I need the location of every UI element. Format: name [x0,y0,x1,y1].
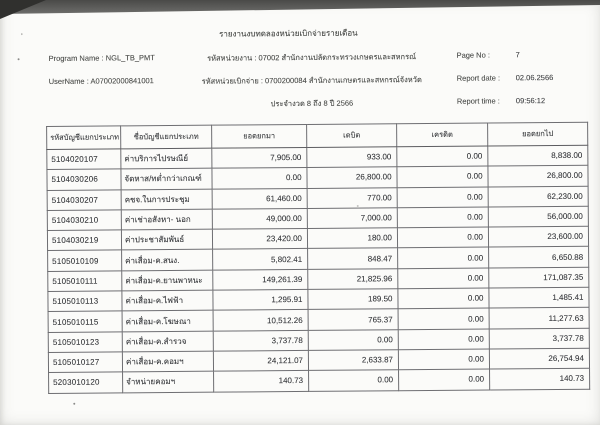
account-code: 5104030207 [47,189,121,210]
debit: 7,000.00 [307,208,397,229]
account-code: 5105010115 [48,311,122,332]
balance-carried-forward: 6,650.88 [489,247,589,268]
account-code: 5105010111 [48,271,122,292]
debit: 770.00 [307,187,397,208]
username-value: A07002000841001 [90,76,154,86]
account-name: ค่าเช่าอสังหา- นอก [121,209,212,230]
username-label: UserName : [48,76,89,86]
table-body [47,145,590,393]
report-date-label: Report date : [456,73,501,83]
account-name: ค่าเสื่อม-ค.คอมฯ [122,351,213,372]
balance-carried-forward: 62,230.00 [488,186,588,207]
credit: 0.00 [397,207,488,228]
account-name: ค่าเสื่อม-ค.สนง. [122,250,213,271]
account-code: 5105010123 [48,332,122,353]
balance-brought-forward: 5,802.41 [213,249,308,270]
account-name: จัดหาส/ทต่ำกว่าเกณฑ์ [121,168,212,189]
header-account-name: ชื่อบัญชีแยกประเภท [121,125,212,149]
table-row [49,368,590,393]
credit: 0.00 [398,268,489,289]
account-name: ค่าบริการไปรษณีย์ [121,148,212,169]
credit: 0.00 [399,369,490,390]
credit: 0.00 [398,248,489,269]
balance-carried-forward: 8,838.00 [488,145,588,166]
account-name: ค่าเสื่อม-ค.ยานพาหนะ [122,270,213,291]
account-code: 5105010113 [48,291,122,312]
debit: 2,633.87 [308,350,398,371]
credit: 0.00 [397,166,488,187]
balance-carried-forward: 56,000.00 [488,206,588,227]
debit: 0.00 [309,370,399,391]
account-code: 5104030206 [47,169,121,190]
account-code: 5104030210 [47,210,121,231]
program-name-line [49,53,155,63]
account-name: ค่าเสื่อม-ค.โฆษณา [122,311,213,332]
account-name: ค่าเสื่อม-ค.ไฟฟ้า [122,290,213,311]
balance-brought-forward: 3,737.78 [213,330,308,351]
balance-brought-forward: 23,420.00 [212,229,307,250]
disbursement-unit-line: รหัสหน่วยเบิกจ่าย : 0700200084 สำนักงานเกษตรและสหกรณ์จังหวัด [201,75,422,86]
credit: 0.00 [398,349,489,370]
credit: 0.00 [398,308,489,329]
account-code: 5105010127 [48,352,122,373]
scan-speck [18,58,20,60]
program-name-label: Program Name : [48,53,104,63]
balance-brought-forward: 10,512.26 [213,310,308,331]
account-name: ค่าประชาสัมพันธ์ [121,229,212,250]
report-time-value: 09:56:12 [515,96,546,106]
balance-brought-forward: 7,905.00 [212,147,307,168]
balance-carried-forward: 3,737.78 [489,328,589,349]
header-balance-brought-forward: ยอดยกมา [212,124,307,148]
account-name: จำหน่ายคอมฯ [123,371,214,392]
report-time-label: Report time : [456,96,500,106]
agency-code-line: รหัสหน่วยงาน : 07002 สำนักงานปลัดกระทรวงเกษตรและสหกรณ์ [207,52,417,63]
page-no-label: Page No : [456,50,490,60]
debit: 933.00 [307,147,397,168]
debit: 848.47 [308,248,398,269]
scan-speck [357,206,359,207]
balance-brought-forward: 49,000.00 [212,208,307,229]
credit: 0.00 [397,146,488,167]
debit: 189.50 [308,289,398,310]
balance-brought-forward: 1,295.91 [213,290,308,311]
balance-brought-forward: 61,460.00 [212,188,307,209]
balance-brought-forward: 140.73 [214,371,309,392]
header-credit: เครดิต [397,123,488,147]
debit: 21,825.96 [308,269,398,290]
scan-speck [21,33,22,35]
balance-carried-forward: 26,800.00 [488,166,588,187]
balance-brought-forward: 149,261.39 [213,269,308,290]
balance-carried-forward: 23,600.00 [488,226,588,247]
account-code: 5104030219 [47,230,121,251]
balance-brought-forward: 0.00 [212,168,307,189]
program-name-value: NGL_TB_PMT [105,53,155,63]
balance-brought-forward: 24,121.07 [213,350,308,371]
report-date-value: 02.06.2566 [515,73,554,83]
header-debit: เดบิต [307,124,397,148]
header-balance-carried-forward: ยอดยกไป [488,122,588,146]
credit: 0.00 [398,329,489,350]
balance-carried-forward: 171,087.35 [489,267,589,288]
header-account-code: รหัสบัญชีแยกประเภท [47,126,121,150]
balance-carried-forward: 1,485.41 [489,287,589,308]
account-code: 5203010120 [49,372,123,393]
credit: 0.00 [398,288,489,309]
account-name: ค่าเสื่อม-ค.สำรวจ [122,331,213,352]
balance-carried-forward: 140.73 [490,368,590,389]
debit: 765.37 [308,309,398,330]
credit: 0.00 [397,227,488,248]
debit: 180.00 [307,228,397,249]
account-code: 5105010109 [48,250,122,271]
debit: 26,800.00 [307,167,397,188]
debit: 0.00 [308,329,398,350]
credit: 0.00 [397,187,488,208]
account-code: 5104020107 [47,149,121,170]
report-title: รายงานงบทดลองหน่วยเบิกจ่ายรายเดือน [219,28,358,39]
account-name: คชจ.ในการประชุม [121,189,212,210]
balance-carried-forward: 11,277.63 [489,308,589,329]
period-line: ประจำงวด 8 ถึง 8 ปี 2566 [270,98,354,109]
page-no-value: 7 [515,50,520,60]
username-line [49,76,154,86]
balance-carried-forward: 26,754.94 [489,348,589,369]
scan-speck [73,403,75,405]
trial-balance-table [46,122,590,394]
